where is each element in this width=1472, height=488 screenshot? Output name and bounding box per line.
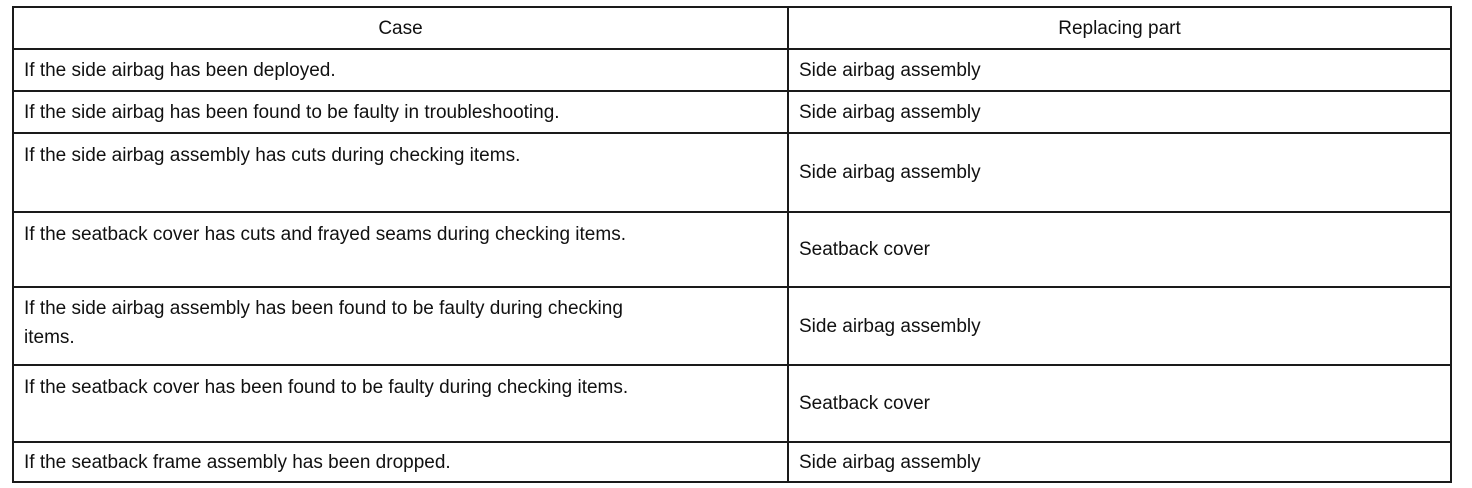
case-cell	[13, 287, 788, 365]
part-cell: Side airbag assembly	[788, 91, 1451, 133]
case-cell: If the seatback cover has been found to be faulty during checking items.	[13, 365, 788, 442]
part-cell: Side airbag assembly	[788, 133, 1451, 212]
header-replacing-part: Replacing part	[788, 7, 1451, 49]
case-cell-line-2: items.	[24, 327, 75, 348]
case-cell: If the seatback cover has cuts and frayed seams during checking items.	[13, 212, 788, 287]
replacement-table	[12, 6, 1452, 483]
case-cell: If the side airbag has been found to be faulty in troubleshooting.	[13, 91, 788, 133]
table-row	[13, 287, 1451, 365]
part-cell: Side airbag assembly	[788, 49, 1451, 91]
case-cell: If the seatback frame assembly has been dropped.	[13, 442, 788, 482]
header-case: Case	[13, 7, 788, 49]
case-cell: If the side airbag assembly has cuts during checking items.	[13, 133, 788, 212]
case-cell-line-1: If the side airbag assembly has been found to be faulty during checking	[24, 298, 623, 319]
part-cell: Seatback cover	[788, 365, 1451, 442]
table-row	[13, 133, 1451, 212]
case-cell: If the side airbag has been deployed.	[13, 49, 788, 91]
table-header-row	[13, 7, 1451, 49]
part-cell: Side airbag assembly	[788, 287, 1451, 365]
table-row	[13, 365, 1451, 442]
table-row	[13, 212, 1451, 287]
table-row	[13, 91, 1451, 133]
table-row	[13, 49, 1451, 91]
part-cell: Side airbag assembly	[788, 442, 1451, 482]
replacement-table-container	[12, 6, 1450, 483]
table-row	[13, 442, 1451, 482]
part-cell: Seatback cover	[788, 212, 1451, 287]
